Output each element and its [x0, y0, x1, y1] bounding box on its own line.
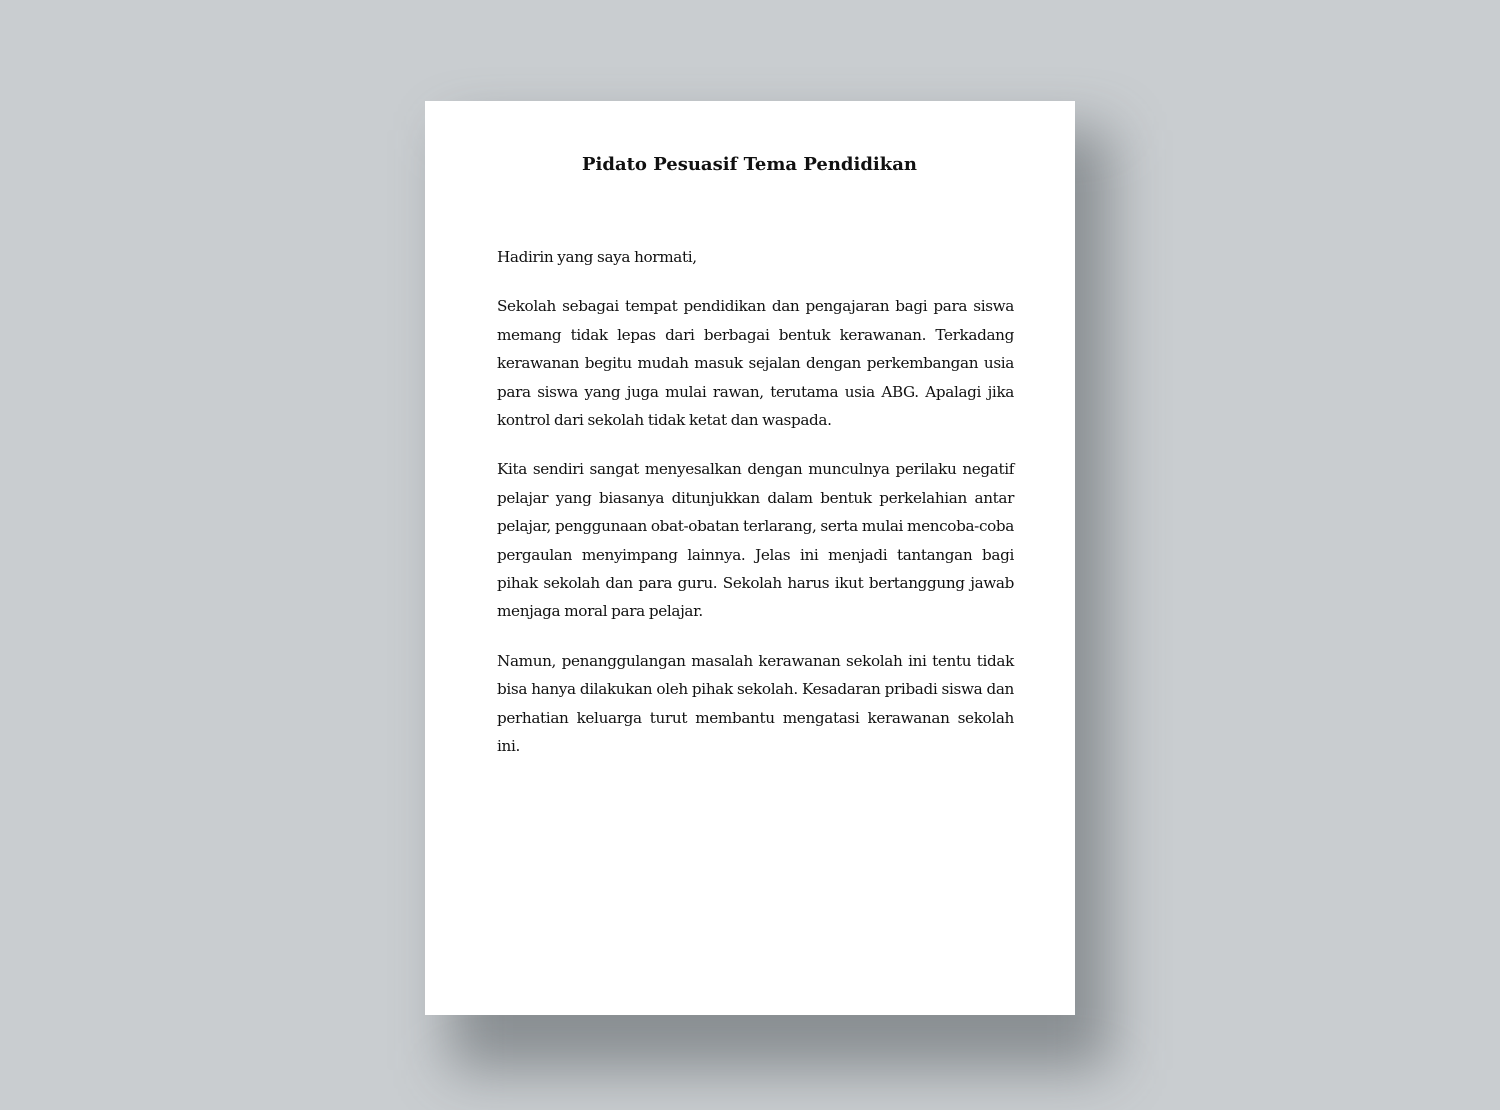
- body-paragraph-3: Namun, penanggulangan masalah kerawanan sekolah ini tentu tidak bisa hanya dilakukan oleh pihak sekolah. Kesadaran pribadi siswa dan perhatian keluarga turut membantu mengatasi kerawanan sekolah ini.: [497, 651, 1014, 756]
- document-page: [425, 101, 1075, 1015]
- body-paragraph-1: Sekolah sebagai tempat pendidikan dan pengajaran bagi para siswa memang tidak lepas dari berbagai bentuk kerawanan. Terkadang kerawanan begitu mudah masuk sejalan dengan perkembangan usia para siswa yang juga mulai rawan, terutama usia ABG. Apalagi jika kontrol dari sekolah tidak ketat dan waspada.: [497, 297, 1014, 430]
- greeting-paragraph: Hadirin yang saya hormati,: [497, 248, 697, 266]
- document-body: [497, 243, 1014, 761]
- body-paragraph-2: Kita sendiri sangat menyesalkan dengan munculnya perilaku negatif pelajar yang biasanya ditunjukkan dalam bentuk perkelahian antar pelajar, penggunaan obat-obatan terlarang, serta mulai mencoba-coba pergaulan menyimpang lainnya. Jelas ini menjadi tantangan bagi pihak sekolah dan para guru. Sekolah harus ikut bertanggung jawab menjaga moral para pelajar.: [497, 460, 1014, 621]
- document-title: Pidato Pesuasif Tema Pendidikan: [582, 154, 917, 175]
